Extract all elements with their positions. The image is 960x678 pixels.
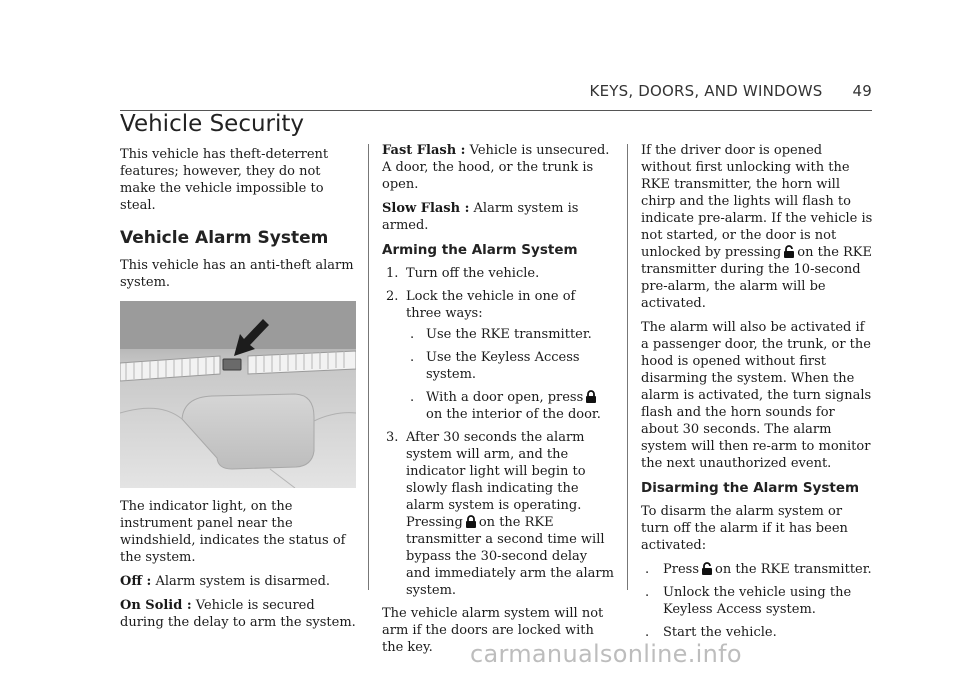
method-text: Use the Keyless Access system. bbox=[426, 350, 580, 382]
unlock-icon bbox=[701, 562, 713, 576]
arming-steps bbox=[382, 265, 614, 599]
status-slow-flash bbox=[382, 200, 614, 234]
running-head bbox=[590, 82, 872, 100]
section-name: KEYS, DOORS, AND WINDOWS bbox=[589, 82, 823, 100]
list-item bbox=[641, 561, 873, 578]
step-item bbox=[382, 288, 614, 423]
column-3 bbox=[641, 142, 873, 647]
step-text: After 30 seconds the alarm system will arm, and the indicator light will begin to slowly flash indicating the alarm system is operating. Pressing bbox=[406, 430, 586, 530]
method-text: Use the RKE transmitter. bbox=[426, 327, 592, 342]
bullet: . bbox=[410, 390, 415, 405]
watermark: carmanualsonline.info bbox=[470, 640, 742, 668]
term-off: Off : bbox=[120, 574, 152, 589]
disarm-heading: Disarming the Alarm System bbox=[641, 480, 860, 496]
bullet: . bbox=[645, 562, 650, 577]
lock-methods bbox=[406, 326, 614, 423]
list-item bbox=[406, 349, 614, 383]
column-divider bbox=[368, 144, 369, 590]
column-divider bbox=[627, 144, 628, 590]
status-fast-flash bbox=[382, 142, 614, 193]
column-2 bbox=[382, 142, 614, 663]
term-slow-flash: Slow Flash : bbox=[382, 201, 470, 216]
unlock-icon bbox=[783, 245, 795, 259]
lock-icon bbox=[465, 515, 477, 529]
list-item bbox=[641, 624, 873, 641]
alarm-paragraph: This vehicle has an anti-theft alarm system. bbox=[120, 258, 354, 290]
term-fast-flash: Fast Flash : bbox=[382, 143, 466, 158]
disarm-text: Press bbox=[663, 562, 699, 577]
step-text-cont: on the RKE transmitter a second time will bypass the 30-second delay and immediately arm the alarm system. bbox=[406, 515, 614, 598]
list-item bbox=[406, 389, 614, 423]
column-1 bbox=[120, 110, 356, 638]
disarm-text: Unlock the vehicle using the Keyless Access system. bbox=[663, 585, 852, 617]
bullet: . bbox=[645, 625, 650, 640]
method-text-cont: on the interior of the door. bbox=[426, 407, 601, 422]
section-title: Vehicle Security bbox=[120, 111, 305, 137]
bullet: . bbox=[410, 350, 415, 365]
step-number: 1. bbox=[386, 266, 399, 281]
indicator-paragraph: The indicator light, on the instrument panel near the windshield, indicates the status of the system. bbox=[120, 499, 346, 565]
driver-door-text: If the driver door is opened without first unlocking with the RKE transmitter, the horn will chirp and the lights will flash to indicate pre-alarm. If the vehicle is not started, or the door is not unlocked by pressing bbox=[641, 143, 873, 260]
status-on-solid bbox=[120, 597, 356, 631]
dashboard-illustration bbox=[120, 301, 356, 488]
status-off-text: Alarm system is disarmed. bbox=[155, 574, 331, 589]
also-activated-paragraph: The alarm will also be activated if a passenger door, the trunk, or the hood is opened without first disarming the system. When the alarm is activated, the turn signals flash and the horn sounds for about 30 seconds. The alarm system will then re-arm to monitor the next unauthorized event. bbox=[641, 320, 872, 471]
disarm-text-cont: on the RKE transmitter. bbox=[715, 562, 872, 577]
status-on-solid-text: Vehicle is secured during the delay to arm the system. bbox=[120, 598, 356, 630]
page-number: 49 bbox=[852, 82, 872, 100]
arming-heading: Arming the Alarm System bbox=[382, 242, 578, 258]
indicator-light bbox=[223, 359, 241, 370]
status-slow-flash-text: Alarm system is armed. bbox=[382, 201, 579, 233]
alarm-heading: Vehicle Alarm System bbox=[120, 228, 329, 248]
intro-paragraph: This vehicle has theft-deterrent features; however, they do not make the vehicle impossible to steal. bbox=[120, 147, 329, 213]
bullet: . bbox=[410, 327, 415, 342]
disarm-text: Start the vehicle. bbox=[663, 625, 777, 640]
disarm-intro: To disarm the alarm system or turn off the alarm if it has been activated: bbox=[641, 504, 848, 553]
step-number: 3. bbox=[386, 430, 399, 445]
disarm-methods bbox=[641, 561, 873, 641]
step-number: 2. bbox=[386, 289, 399, 304]
status-off bbox=[120, 573, 356, 590]
step-item bbox=[382, 429, 614, 599]
step-text: Lock the vehicle in one of three ways: bbox=[406, 289, 576, 321]
list-item bbox=[641, 584, 873, 618]
list-item bbox=[406, 326, 614, 343]
indicator-light-figure bbox=[120, 301, 356, 488]
status-fast-flash-text: Vehicle is unsecured. A door, the hood, or the trunk is open. bbox=[382, 143, 610, 192]
term-on-solid: On Solid : bbox=[120, 598, 192, 613]
driver-door-paragraph bbox=[641, 142, 873, 312]
step-item bbox=[382, 265, 614, 282]
bullet: . bbox=[645, 585, 650, 600]
closing-paragraph: The vehicle alarm system will not arm if the doors are locked with the key. bbox=[382, 606, 604, 655]
method-text: With a door open, press bbox=[426, 390, 584, 405]
lock-icon bbox=[585, 390, 597, 404]
step-text: Turn off the vehicle. bbox=[406, 266, 540, 281]
driver-door-text-cont: on the RKE transmitter during the 10-second pre-alarm, the alarm will be activated. bbox=[641, 245, 873, 311]
